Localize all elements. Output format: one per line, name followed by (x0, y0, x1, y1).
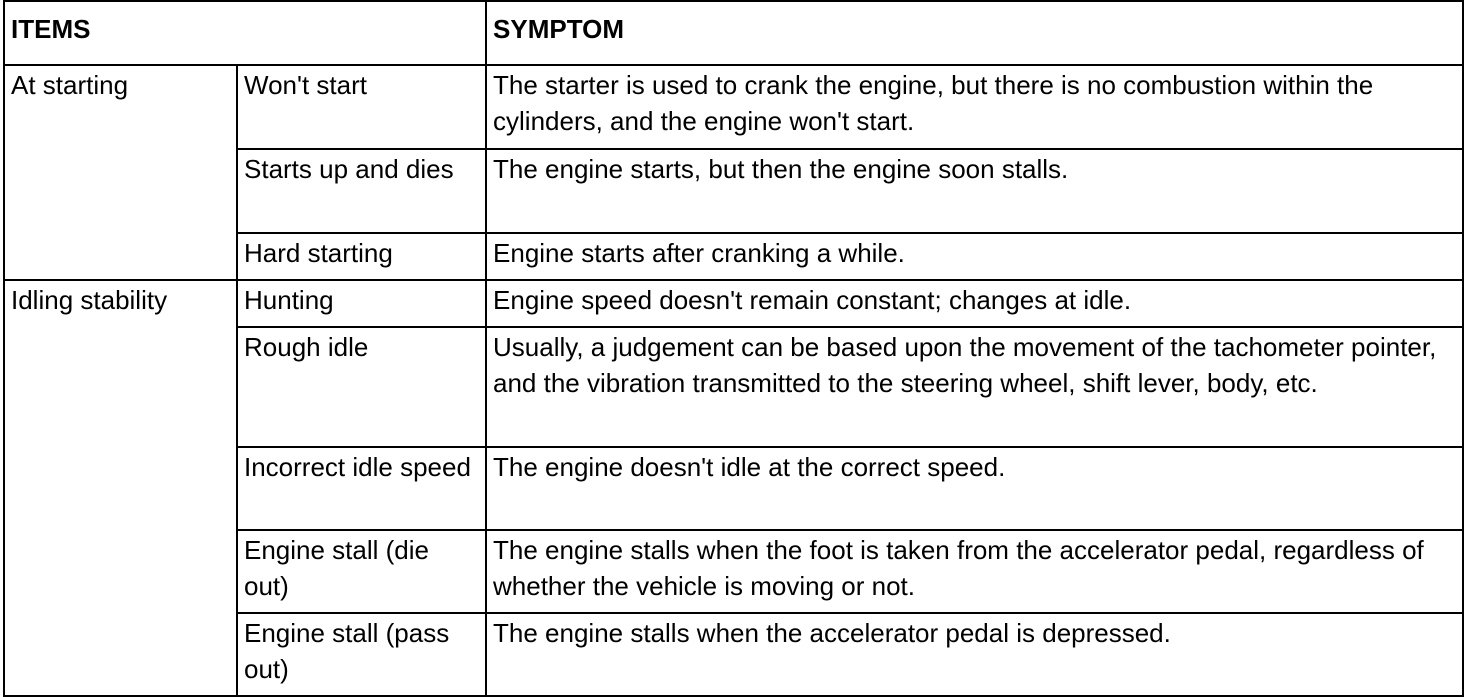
table-row (4, 65, 1463, 149)
category-cell: Idling stability (4, 280, 237, 696)
item-cell: Hunting (237, 280, 486, 327)
symptom-header: SYMPTOM (486, 1, 1463, 65)
item-cell: Incorrect idle speed (237, 447, 486, 530)
category-cell: At starting (4, 65, 237, 280)
items-header: ITEMS (4, 1, 486, 65)
table-row (4, 280, 1463, 327)
header-row (4, 1, 1463, 65)
item-cell: Starts up and dies (237, 149, 486, 233)
item-cell: Hard starting (237, 233, 486, 280)
symptom-cell: The engine doesn't idle at the correct speed. (486, 447, 1463, 530)
symptom-cell: The engine starts, but then the engine soon stalls. (486, 149, 1463, 233)
symptom-cell: The engine stalls when the foot is taken from the accelerator pedal, regardless of whether the vehicle is moving or not. (486, 530, 1463, 613)
item-cell: Won't start (237, 65, 486, 149)
symptom-cell: The starter is used to crank the engine, but there is no combustion within the cylinders, and the engine won't start. (486, 65, 1463, 149)
symptom-cell: Usually, a judgement can be based upon the movement of the tachometer pointer, and the vibration transmitted to the steering wheel, shift lever, body, etc. (486, 327, 1463, 447)
item-cell: Engine stall (pass out) (237, 613, 486, 696)
symptom-table (3, 0, 1464, 697)
item-cell: Rough idle (237, 327, 486, 447)
symptom-cell: Engine speed doesn't remain constant; changes at idle. (486, 280, 1463, 327)
symptom-cell: Engine starts after cranking a while. (486, 233, 1463, 280)
item-cell: Engine stall (die out) (237, 530, 486, 613)
symptom-cell: The engine stalls when the accelerator pedal is depressed. (486, 613, 1463, 696)
